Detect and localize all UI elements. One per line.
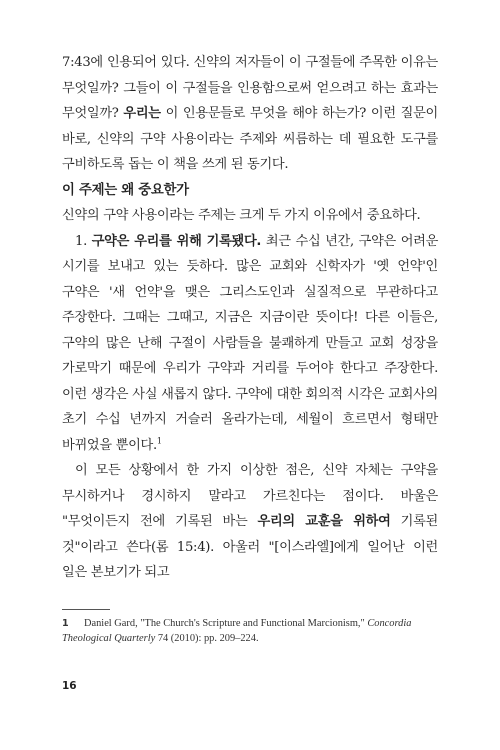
- section-heading: 이 주제는 왜 중요한가: [62, 182, 189, 198]
- footnote-divider: [62, 609, 110, 610]
- footnote-text: Daniel Gard, "The Church's Scripture and Functional Marcionism," Concordia Theological Quarterly 74 (2010): pp. 209–224.: [62, 618, 412, 644]
- footnote-ref[interactable]: 1: [156, 436, 162, 446]
- journal-title: Concordia Theological Quarterly: [62, 618, 412, 644]
- paragraph-1: 7:43에 인용되어 있다. 신약의 저자들이 이 구절들에 주목한 이유는 무엇일까? 그들이 이 구절들을 인용함으로써 얻으려고 하는 효과는 무엇일까? 우리는 이 인용문들로 무엇을 해야 하는가? 이런 질문이 바로, 신약의 구약 사용이라는 주제와 씨름하는 데 필요한 도구를 구비하도록 돕는 이 책을 쓰게 된 동기다.: [62, 55, 438, 172]
- paragraph-4: 이 모든 상황에서 한 가지 이상한 점은, 신약 자체는 구약을 무시하거나 경시하지 말라고 가르친다는 점이다. 바울은 "무엇이든지 전에 기록된 바는 우리의 교훈을 위하여 기록된 것"이라고 쓴다(롬 15:4). 아울러 "[이스라엘]에게 일어난 이런 일은 본보기가 되고: [62, 463, 438, 580]
- paragraph-2: 신약의 구약 사용이라는 주제는 크게 두 가지 이유에서 중요하다.: [62, 208, 421, 223]
- footnote-number: 1: [62, 618, 69, 629]
- emphasis-for-our-instruction: 우리의 교훈을 위하여: [257, 514, 391, 529]
- emphasis-we: 우리는: [123, 106, 161, 121]
- point-1-title: 구약은 우리를 위해 기록됐다.: [91, 233, 262, 249]
- footnote: [62, 616, 438, 646]
- paragraph-3: 1. 구약은 우리를 위해 기록됐다. 최근 수십 년간, 구약은 어려운 시기를 보내고 있는 듯하다. 많은 교회와 신학자가 '옛 언약'인 구약은 '새 언약'을 맺은 그리스도인과 실질적으로 무관하다고 주장한다. 그때는 그때고, 지금은 지금이란 뜻이다! 다른 이들은, 구약의 많은 난해 구절이 사람들을 불쾌하게 만들고 교회 성장을 가로막기 때문에 우리가 구약과 거리를 두어야 한다고 주장한다. 이런 생각은 사실 새롭지 않다. 구약에 대한 회의적 시각은 교회사의 초기 수십 년까지 거슬러 올라가는데, 세월이 흐르면서 형태만 바뀌었을 뿐이다.$^1$: [62, 233, 439, 453]
- page-number: 16: [62, 680, 77, 692]
- body-text: [62, 50, 438, 586]
